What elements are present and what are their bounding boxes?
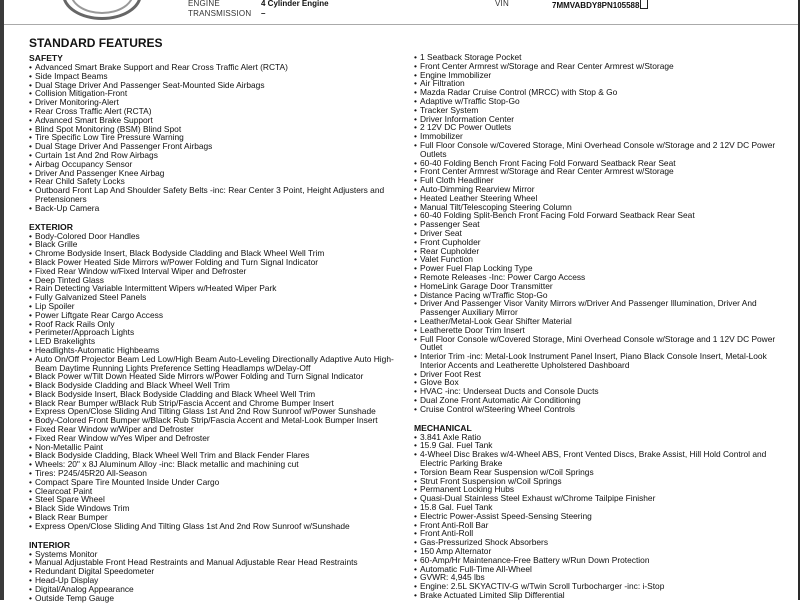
feature-item: • Gas-Pressurized Shock Absorbers — [414, 538, 790, 547]
feature-item: • Air Filtration — [414, 79, 790, 88]
feature-item: • Driver And Passenger Knee Airbag — [29, 169, 407, 178]
feature-item: • 15.9 Gal. Fuel Tank — [414, 441, 790, 450]
feature-item: • Front Anti-Roll Bar — [414, 521, 790, 530]
transmission-value: – — [261, 9, 266, 18]
feature-item: • Non-Metallic Paint — [29, 443, 407, 452]
feature-item: • Power Fuel Flap Locking Type — [414, 264, 790, 273]
feature-item: • Front Cupholder — [414, 238, 790, 247]
feature-item: • Rear Cupholder — [414, 247, 790, 256]
feature-item: • 60-40 Folding Bench Front Facing Fold Forward Seatback Rear Seat — [414, 159, 790, 168]
feature-item: • Body-Colored Door Handles — [29, 232, 407, 241]
feature-item: • Driver Seat — [414, 229, 790, 238]
feature-item: • Dual Zone Front Automatic Air Conditioning — [414, 396, 790, 405]
feature-item: • 15.8 Gal. Fuel Tank — [414, 503, 790, 512]
feature-section — [29, 53, 407, 213]
feature-item: • Black Bodyside Insert, Black Bodyside Cladding and Black Wheel Well Trim — [29, 390, 407, 399]
feature-item: • Rain Detecting Variable Intermittent Wipers w/Heated Wiper Park — [29, 284, 407, 293]
feature-item: • HomeLink Garage Door Transmitter — [414, 282, 790, 291]
feature-item: • Auto On/Off Projector Beam Led Low/High Beam Auto-Leveling Directionally Adaptive Auto High-Beam Daytime Running Lights Preference Setting Headlamps w/Delay-Off — [29, 355, 407, 373]
text-cursor-icon — [640, 0, 648, 9]
feature-item: • Interior Trim -inc: Metal-Look Instrument Panel Insert, Piano Black Console Insert, Metal-Look Interior Accents and Leatherette Upholstered Dashboard — [414, 352, 790, 370]
feature-item: • Lip Spoiler — [29, 302, 407, 311]
feature-item: • Driver And Passenger Visor Vanity Mirrors w/Driver And Passenger Illumination, Driver And Passenger Auxiliary Mirror — [414, 299, 790, 317]
feature-item: • Express Open/Close Sliding And Tilting Glass 1st And 2nd Row Sunroof w/Sunshade — [29, 522, 407, 531]
feature-item: • Collision Mitigation-Front — [29, 89, 407, 98]
feature-item: • Outside Temp Gauge — [29, 594, 407, 603]
feature-item: • 1 Seatback Storage Pocket — [414, 53, 790, 62]
feature-item: • Steel Spare Wheel — [29, 495, 407, 504]
feature-item: • Clearcoat Paint — [29, 487, 407, 496]
feature-item: • Dual Stage Driver And Passenger Front Airbags — [29, 142, 407, 151]
feature-item: • Adaptive w/Traffic Stop-Go — [414, 97, 790, 106]
page-title: STANDARD FEATURES — [29, 36, 163, 50]
feature-item: • Permanent Locking Hubs — [414, 485, 790, 494]
feature-item: • Black Rear Bumper w/Black Rub Strip/Fascia Accent and Chrome Bumper Insert — [29, 399, 407, 408]
feature-item: • Black Bodyside Cladding, Black Wheel Well Trim and Black Fender Flares — [29, 451, 407, 460]
feature-section — [29, 540, 407, 603]
feature-item: • Front Center Armrest w/Storage and Rear Center Armrest w/Storage — [414, 167, 790, 176]
left-column — [29, 53, 407, 611]
right-column — [414, 53, 790, 609]
feature-item: • Systems Monitor — [29, 550, 407, 559]
feature-item: • Power Liftgate Rear Cargo Access — [29, 311, 407, 320]
feature-section — [29, 222, 407, 531]
feature-item: • Quasi-Dual Stainless Steel Exhaust w/Chrome Tailpipe Finisher — [414, 494, 790, 503]
feature-item: • Rear Cross Traffic Alert (RCTA) — [29, 107, 407, 116]
feature-item: • Manual Adjustable Front Head Restraints and Manual Adjustable Rear Head Restraints — [29, 558, 407, 567]
feature-item: • Express Open/Close Sliding And Tilting Glass 1st And 2nd Row Sunroof w/Power Sunshade — [29, 407, 407, 416]
feature-list — [29, 63, 407, 213]
section-title: EXTERIOR — [29, 221, 73, 232]
feature-item: • Passenger Seat — [414, 220, 790, 229]
engine-label: ENGINE — [188, 0, 220, 8]
feature-list — [414, 433, 790, 600]
feature-item: • 2 12V DC Power Outlets — [414, 123, 790, 132]
feature-item: • Cruise Control w/Steering Wheel Controls — [414, 405, 790, 414]
feature-item: • Black Power Heated Side Mirrors w/Power Folding and Turn Signal Indicator — [29, 258, 407, 267]
feature-item: • Black Side Windows Trim — [29, 504, 407, 513]
feature-list — [29, 550, 407, 603]
feature-item: • Engine Immobilizer — [414, 71, 790, 80]
feature-item: • Heated Leather Steering Wheel — [414, 194, 790, 203]
feature-list — [414, 53, 790, 414]
feature-item: • Headlights-Automatic Highbeams — [29, 346, 407, 355]
feature-item: • Advanced Smart Brake Support and Rear Cross Traffic Alert (RCTA) — [29, 63, 407, 72]
vin-label: VIN — [495, 0, 509, 8]
feature-item: • Digital/Analog Appearance — [29, 585, 407, 594]
feature-item: • Fixed Rear Window w/Yes Wiper and Defroster — [29, 434, 407, 443]
feature-item: • 4-Wheel Disc Brakes w/4-Wheel ABS, Front Vented Discs, Brake Assist, Hill Hold Control and Electric Parking Brake — [414, 450, 790, 468]
feature-item: • Wheels: 20" x 8J Aluminum Alloy -inc: Black metallic and machining cut — [29, 460, 407, 469]
feature-item: • Auto-Dimming Rearview Mirror — [414, 185, 790, 194]
feature-item: • Driver Information Center — [414, 115, 790, 124]
feature-item: • Mazda Radar Cruise Control (MRCC) with Stop & Go — [414, 88, 790, 97]
feature-item: • Immobilizer — [414, 132, 790, 141]
section-title: SAFETY — [29, 53, 63, 63]
feature-item: • Black Bodyside Cladding and Black Wheel Well Trim — [29, 381, 407, 390]
feature-item: • Advanced Smart Brake Support — [29, 116, 407, 125]
feature-item: • Deep Tinted Glass — [29, 276, 407, 285]
section-title: INTERIOR — [29, 539, 71, 550]
feature-item: • Perimeter/Approach Lights — [29, 328, 407, 337]
engine-value: 4 Cylinder Engine — [261, 0, 329, 8]
feature-item: • 150 Amp Alternator — [414, 547, 790, 556]
feature-item: • Tires: P245/45R20 All-Season — [29, 469, 407, 478]
feature-item: • Black Grille — [29, 240, 407, 249]
feature-item: • Fully Galvanized Steel Panels — [29, 293, 407, 302]
feature-item: • Front Center Armrest w/Storage and Rear Center Armrest w/Storage — [414, 62, 790, 71]
feature-item: • Compact Spare Tire Mounted Inside Under Cargo — [29, 478, 407, 487]
vin-value-wrap — [552, 0, 648, 10]
feature-item: • Automatic Full-Time All-Wheel — [414, 565, 790, 574]
header-divider — [4, 24, 798, 25]
feature-item: • Full Cloth Headliner — [414, 176, 790, 185]
feature-item: • Blind Spot Monitoring (BSM) Blind Spot — [29, 125, 407, 134]
feature-item: • HVAC -inc: Underseat Ducts and Console Ducts — [414, 387, 790, 396]
feature-list — [29, 232, 407, 531]
feature-item: • Fixed Rear Window w/Fixed Interval Wiper and Defroster — [29, 267, 407, 276]
feature-item: • Driver Monitoring-Alert — [29, 98, 407, 107]
feature-item: • Outboard Front Lap And Shoulder Safety Belts -inc: Rear Center 3 Point, Height Adjusters and Pretensioners — [29, 186, 407, 204]
feature-item: • Front Anti-Roll — [414, 529, 790, 538]
feature-item: • Manual Tilt/Telescoping Steering Column — [414, 203, 790, 212]
feature-item: • Side Impact Beams — [29, 72, 407, 81]
feature-item: • Roof Rack Rails Only — [29, 320, 407, 329]
left-window-edge — [0, 0, 4, 600]
feature-item: • Airbag Occupancy Sensor — [29, 160, 407, 169]
feature-item: • Engine: 2.5L SKYACTIV-G w/Twin Scroll Turbocharger -inc: i-Stop — [414, 582, 790, 591]
feature-item: • Fixed Rear Window w/Wiper and Defroster — [29, 425, 407, 434]
feature-item: • 60-Amp/Hr Maintenance-Free Battery w/Run Down Protection — [414, 556, 790, 565]
feature-item: • LED Brakelights — [29, 337, 407, 346]
section-title: MECHANICAL — [414, 422, 472, 433]
feature-item: • Back-Up Camera — [29, 204, 407, 213]
feature-item: • Full Floor Console w/Covered Storage, Mini Overhead Console w/Storage and 1 12V DC Power Outlet — [414, 335, 790, 353]
feature-section — [414, 53, 790, 414]
feature-item: • Driver Foot Rest — [414, 370, 790, 379]
feature-item: • Electric Power-Assist Speed-Sensing Steering — [414, 512, 790, 521]
feature-item: • GVWR: 4,945 lbs — [414, 573, 790, 582]
vehicle-header — [4, 0, 798, 26]
feature-item: • Redundant Digital Speedometer — [29, 567, 407, 576]
feature-item: • Head-Up Display — [29, 576, 407, 585]
feature-item: • Black Power w/Tilt Down Heated Side Mirrors w/Power Folding and Turn Signal Indicator — [29, 372, 407, 381]
feature-item: • Body-Colored Front Bumper w/Black Rub Strip/Fascia Accent and Metal-Look Bumper Insert — [29, 416, 407, 425]
feature-item: • Valet Function — [414, 255, 790, 264]
feature-item: • Torsion Beam Rear Suspension w/Coil Springs — [414, 468, 790, 477]
feature-item: • 60-40 Folding Split-Bench Front Facing Fold Forward Seatback Rear Seat — [414, 211, 790, 220]
feature-item: • Leather/Metal-Look Gear Shifter Material — [414, 317, 790, 326]
vin-value: 7MMVABDY8PN105588 — [552, 1, 640, 10]
feature-item: • Tracker System — [414, 106, 790, 115]
feature-item: • Chrome Bodyside Insert, Black Bodyside Cladding and Black Wheel Well Trim — [29, 249, 407, 258]
feature-item: • Brake Actuated Limited Slip Differential — [414, 591, 790, 600]
transmission-label: TRANSMISSION — [188, 9, 252, 18]
feature-item: • 3.841 Axle Ratio — [414, 433, 790, 442]
feature-item: • Curtain 1st And 2nd Row Airbags — [29, 151, 407, 160]
feature-item: • Distance Pacing w/Traffic Stop-Go — [414, 291, 790, 300]
feature-section — [414, 423, 790, 600]
feature-item: • Full Floor Console w/Covered Storage, Mini Overhead Console w/Storage and 2 12V DC Power Outlets — [414, 141, 790, 159]
feature-item: • Tire Specific Low Tire Pressure Warning — [29, 133, 407, 142]
feature-item: • Rear Child Safety Locks — [29, 177, 407, 186]
feature-item: • Remote Releases -Inc: Power Cargo Access — [414, 273, 790, 282]
feature-item: • Dual Stage Driver And Passenger Seat-Mounted Side Airbags — [29, 81, 407, 90]
feature-item: • Glove Box — [414, 378, 790, 387]
feature-item: • Leatherette Door Trim Insert — [414, 326, 790, 335]
feature-item: • Black Rear Bumper — [29, 513, 407, 522]
feature-item: • Strut Front Suspension w/Coil Springs — [414, 477, 790, 486]
